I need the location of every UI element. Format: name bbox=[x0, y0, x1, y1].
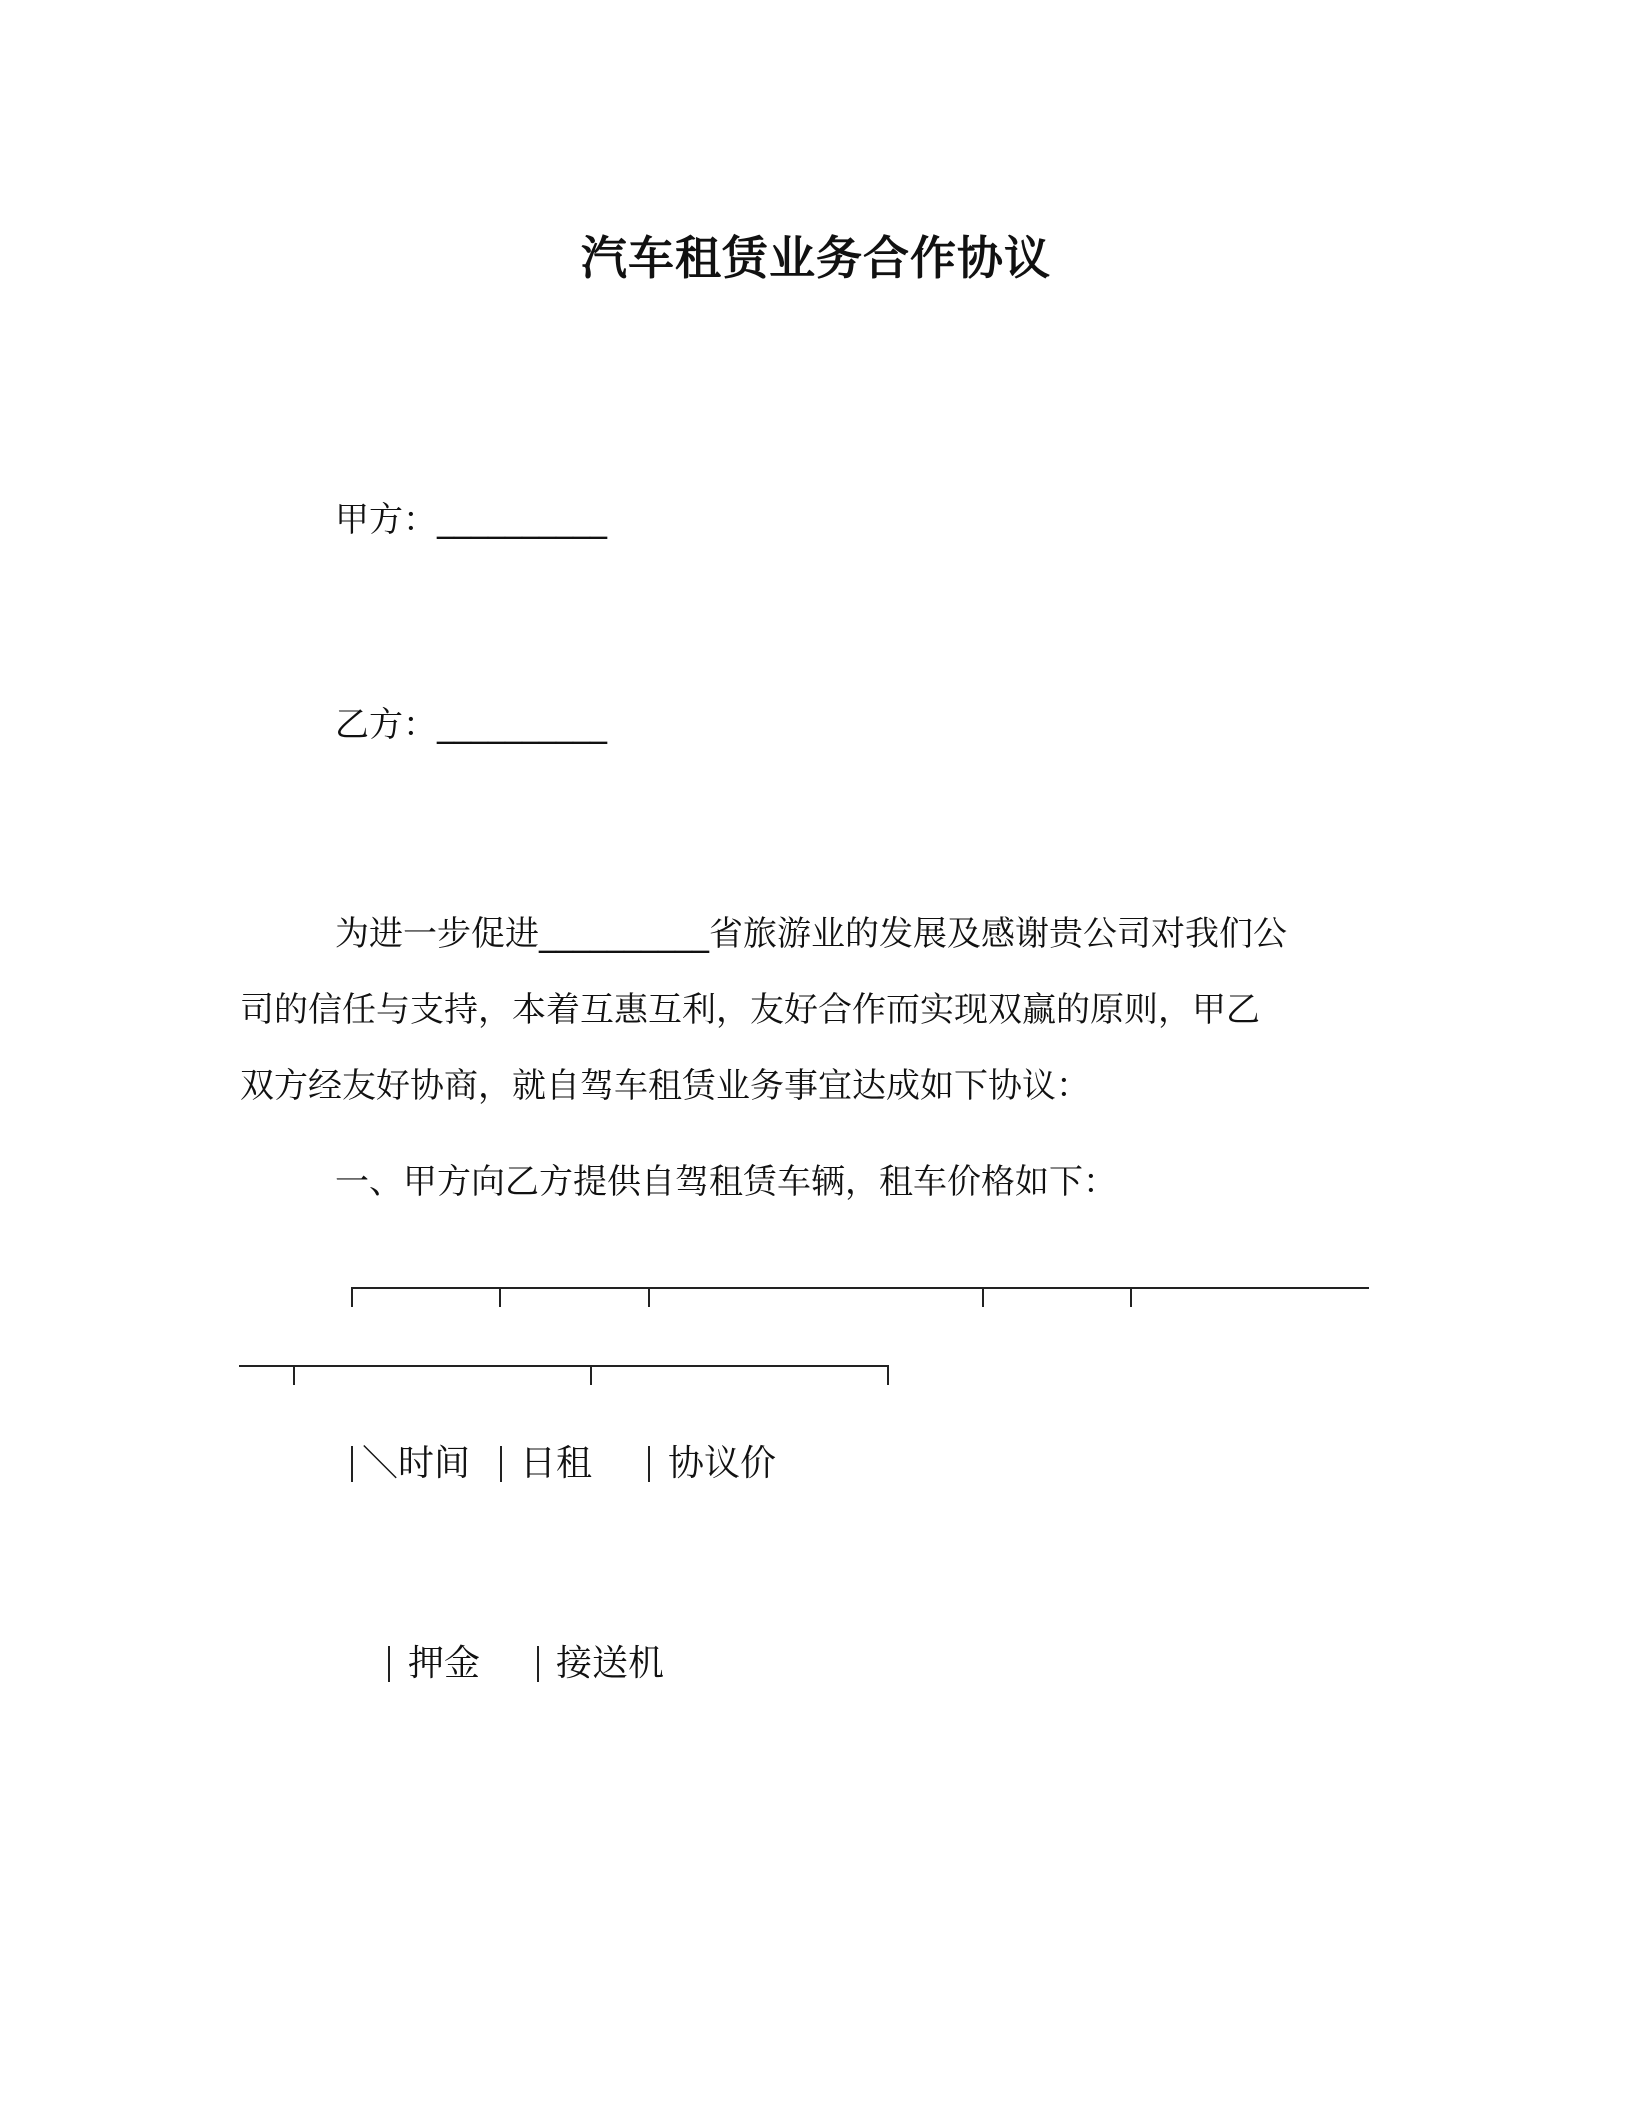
party-a-line: 甲方：__________ bbox=[335, 500, 607, 540]
table-cell-agreed-price: 协议价 bbox=[668, 1443, 777, 1484]
table-cell-time-corner: ＼时间 bbox=[362, 1443, 471, 1484]
table-row bbox=[0, 1440, 1632, 1490]
intro-line-1: 为进一步促进__________省旅游业的发展及感谢贵公司对我们公 bbox=[335, 914, 1287, 954]
document-title: 汽车租赁业务合作协议 bbox=[581, 231, 1051, 285]
table-cell-deposit: 押金 bbox=[408, 1643, 481, 1684]
table-cell-daily-rent: 日租 bbox=[520, 1443, 593, 1484]
intro-line-3: 双方经友好协商，就自驾车租赁业务事宜达成如下协议： bbox=[240, 1066, 1090, 1106]
intro-paragraph bbox=[240, 896, 1390, 1124]
table-row bbox=[0, 1640, 1632, 1690]
intro-line-2: 司的信任与支持，本着互惠互利，友好合作而实现双赢的原则，甲乙 bbox=[240, 990, 1260, 1030]
party-b-line: 乙方：__________ bbox=[335, 705, 607, 745]
table-cell-airport-transfer: 接送机 bbox=[556, 1643, 665, 1684]
clause-1-heading: 一、甲方向乙方提供自驾租赁车辆，租车价格如下： bbox=[335, 1162, 1117, 1202]
